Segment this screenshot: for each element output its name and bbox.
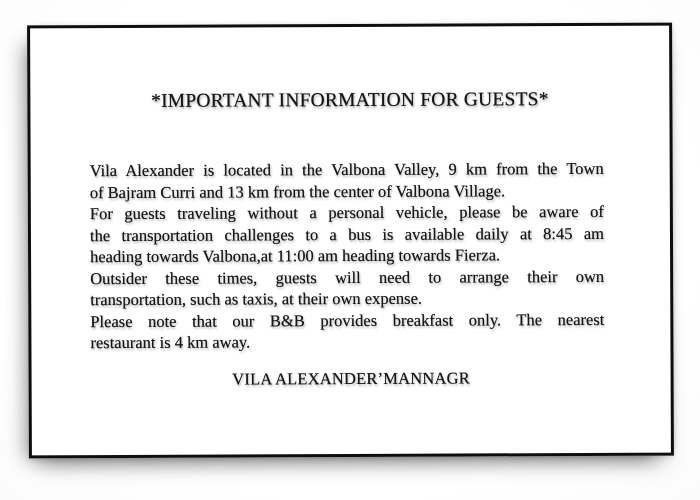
text-line: Please note that our B&B provides breakfast only. The nearest — [90, 309, 605, 331]
text-line: For guests traveling without a personal vehicle, please be aware of — [89, 201, 604, 224]
text-line: transportation, such as taxis, at their own expense. — [90, 288, 423, 310]
paragraph-breakfast — [90, 308, 604, 353]
paragraph-transport — [90, 201, 604, 268]
notice-title: *IMPORTANT INFORMATION FOR GUESTS* — [151, 89, 549, 112]
text-line: of Bajram Curri and 13 km from the center of Valbona Village. — [89, 180, 506, 202]
notice-signature: VILA ALEXANDER’MANNAGR — [232, 367, 470, 389]
paragraph-taxis — [90, 265, 604, 310]
text-line: restaurant is 4 km away. — [90, 332, 251, 353]
notice-body — [31, 158, 671, 354]
notice-card — [27, 23, 674, 459]
text-line: Vila Alexander is located in the Valbona Valley, 9 km from the Town — [89, 158, 604, 181]
text-line: Outsider these times, guests will need to arrange their own — [90, 266, 605, 288]
paragraph-location — [90, 158, 604, 203]
text-line: the transportation challenges to a bus is available daily at 8:45 am — [89, 223, 605, 245]
text-line: heading towards Valbona,at 11:00 am heading towards Fierza. — [90, 245, 501, 267]
